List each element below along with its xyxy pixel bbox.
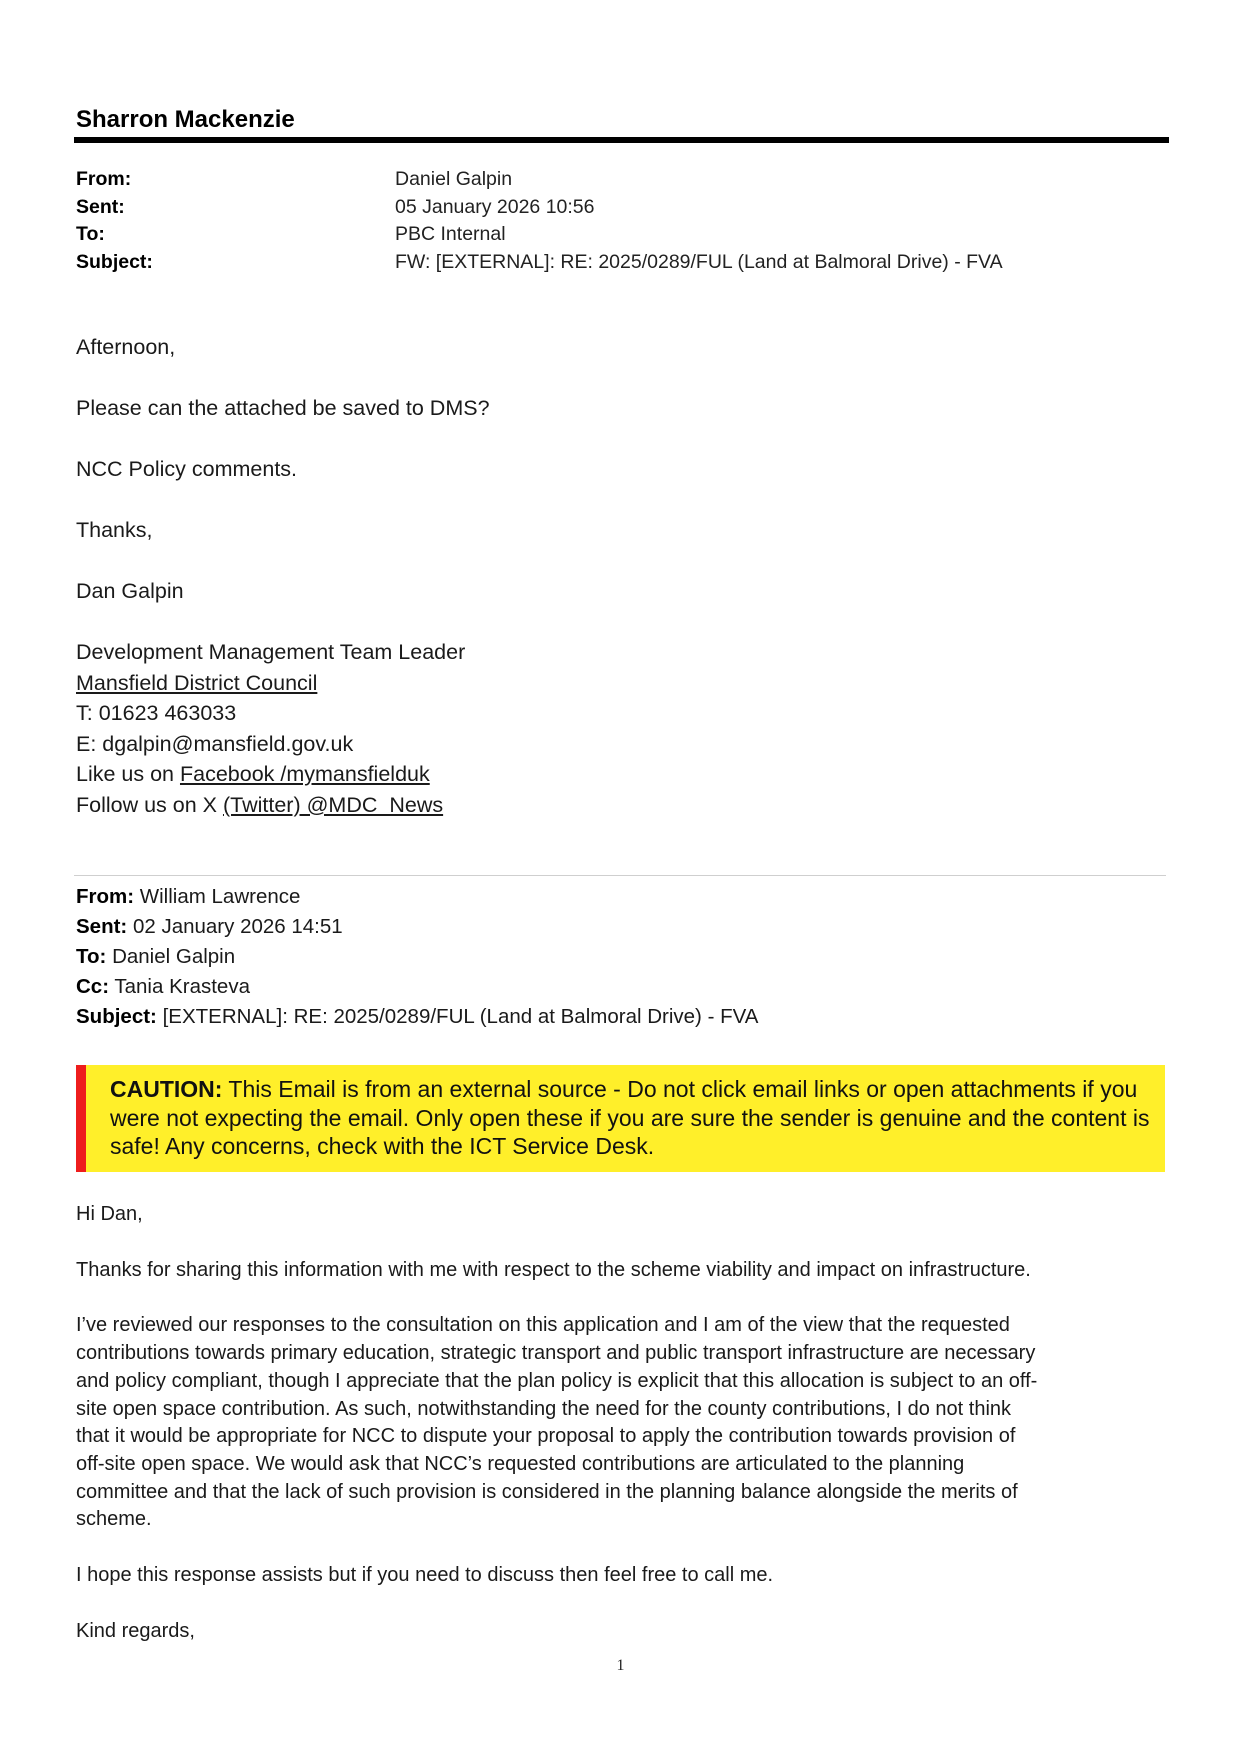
- twitter-link[interactable]: (Twitter) @MDC_News: [222, 792, 444, 817]
- facebook-prefix: Like us on: [76, 762, 180, 786]
- paragraph-line: off-site open space. We would ask that NCC’s requested contributions are articulated to the planning: [76, 1452, 965, 1475]
- header-from-row: [76, 166, 1166, 194]
- facebook-line: [76, 759, 1166, 790]
- fwd-paragraph-3: I hope this response assists but if you need to discuss then feel free to call me.: [76, 1564, 774, 1587]
- fwd-cc-label: Cc:: [76, 975, 110, 998]
- paragraph-line: contributions towards primary education, strategic transport and public transport infrastructure are necessary: [76, 1342, 1036, 1365]
- fwd-from-value: William Lawrence: [139, 885, 301, 908]
- from-value: Daniel Galpin: [395, 168, 513, 190]
- header-sent-row: [76, 194, 1166, 222]
- to-value: PBC Internal: [395, 223, 506, 245]
- fwd-to-value: Daniel Galpin: [112, 945, 236, 968]
- paragraph-line: site open space contribution. As such, notwithstanding the need for the county contributions, I do not think: [76, 1397, 1012, 1420]
- message-body: [76, 332, 1166, 820]
- thanks: Thanks,: [76, 518, 153, 542]
- fwd-cc-value: Tania Krasteva: [114, 975, 250, 998]
- fwd-paragraph-1: Thanks for sharing this information with me with respect to the scheme viability and impact on infrastructure.: [76, 1258, 1031, 1281]
- from-label: From:: [76, 168, 132, 190]
- fwd-sent-row: [76, 912, 1166, 942]
- page-number: 1: [616, 1657, 625, 1674]
- mailbox-owner-name: Sharron Mackenzie: [76, 106, 295, 133]
- body-line-1: Please can the attached be saved to DMS?: [76, 396, 490, 420]
- fwd-to-label: To:: [76, 945, 107, 968]
- twitter-line: [76, 790, 1166, 821]
- twitter-prefix: Follow us on X: [76, 792, 223, 817]
- council-link[interactable]: Mansfield District Council: [76, 670, 318, 695]
- header-rule: [74, 137, 1169, 143]
- header-subject-row: [76, 249, 1166, 277]
- fwd-from-label: From:: [76, 885, 135, 908]
- fwd-to-row: [76, 942, 1166, 972]
- fwd-subject-value: [EXTERNAL]: RE: 2025/0289/FUL (Land at Balmoral Drive) - FVA: [162, 1005, 759, 1028]
- paragraph-line: scheme.: [76, 1508, 152, 1531]
- forwarded-body: [76, 1201, 1168, 1645]
- paragraph-line: I’ve reviewed our responses to the consultation on this application and I am of the view that the requested: [76, 1314, 1010, 1337]
- subject-value: FW: [EXTERNAL]: RE: 2025/0289/FUL (Land at Balmoral Drive) - FVA: [395, 250, 1003, 273]
- to-label: To:: [76, 223, 105, 245]
- external-caution-banner: [76, 1065, 1165, 1172]
- fwd-greeting: Hi Dan,: [76, 1203, 143, 1225]
- header-to-row: [76, 221, 1166, 249]
- forwarded-header: [76, 882, 1166, 1032]
- caution-label: CAUTION:: [110, 1076, 223, 1102]
- subject-label: Subject:: [76, 250, 153, 273]
- paragraph-line: that it would be appropriate for NCC to dispute your proposal to apply the contribution towards provision of: [76, 1425, 1016, 1448]
- sent-label: Sent:: [76, 195, 125, 218]
- fwd-sent-label: Sent:: [76, 915, 128, 938]
- fwd-paragraph-2: [76, 1312, 1168, 1534]
- signature-title: Development Management Team Leader: [76, 640, 466, 664]
- message-header: [76, 166, 1166, 276]
- signature-email: E: dgalpin@mansfield.gov.uk: [76, 731, 354, 756]
- sent-value: 05 January 2026 10:56: [395, 195, 595, 218]
- paragraph-line: and policy compliant, though I appreciate that the plan policy is explicit that this allocation is subject to an off-: [76, 1369, 1038, 1392]
- body-line-2: NCC Policy comments.: [76, 457, 298, 481]
- fwd-subject-label: Subject:: [76, 1005, 157, 1028]
- forward-separator: [74, 875, 1166, 876]
- caution-text: This Email is from an external source - Do not click email links or open attachments if you were not expecting the email. Only open these if you are sure the sender is genuine and the content is safe! Any concerns, check with the ICT Service Desk.: [110, 1076, 1150, 1159]
- fwd-cc-row: [76, 972, 1166, 1002]
- fwd-from-row: [76, 882, 1166, 912]
- greeting: Afternoon,: [76, 335, 176, 359]
- sender-name: Dan Galpin: [76, 579, 184, 603]
- fwd-closing: Kind regards,: [76, 1619, 195, 1642]
- paragraph-line: committee and that the lack of such provision is considered in the planning balance alongside the merits of: [76, 1480, 1018, 1503]
- fwd-sent-value: 02 January 2026 14:51: [132, 915, 343, 938]
- signature-phone: T: 01623 463033: [76, 701, 237, 725]
- facebook-link[interactable]: Facebook /mymansfielduk: [179, 762, 430, 786]
- fwd-subject-row: [76, 1002, 1166, 1032]
